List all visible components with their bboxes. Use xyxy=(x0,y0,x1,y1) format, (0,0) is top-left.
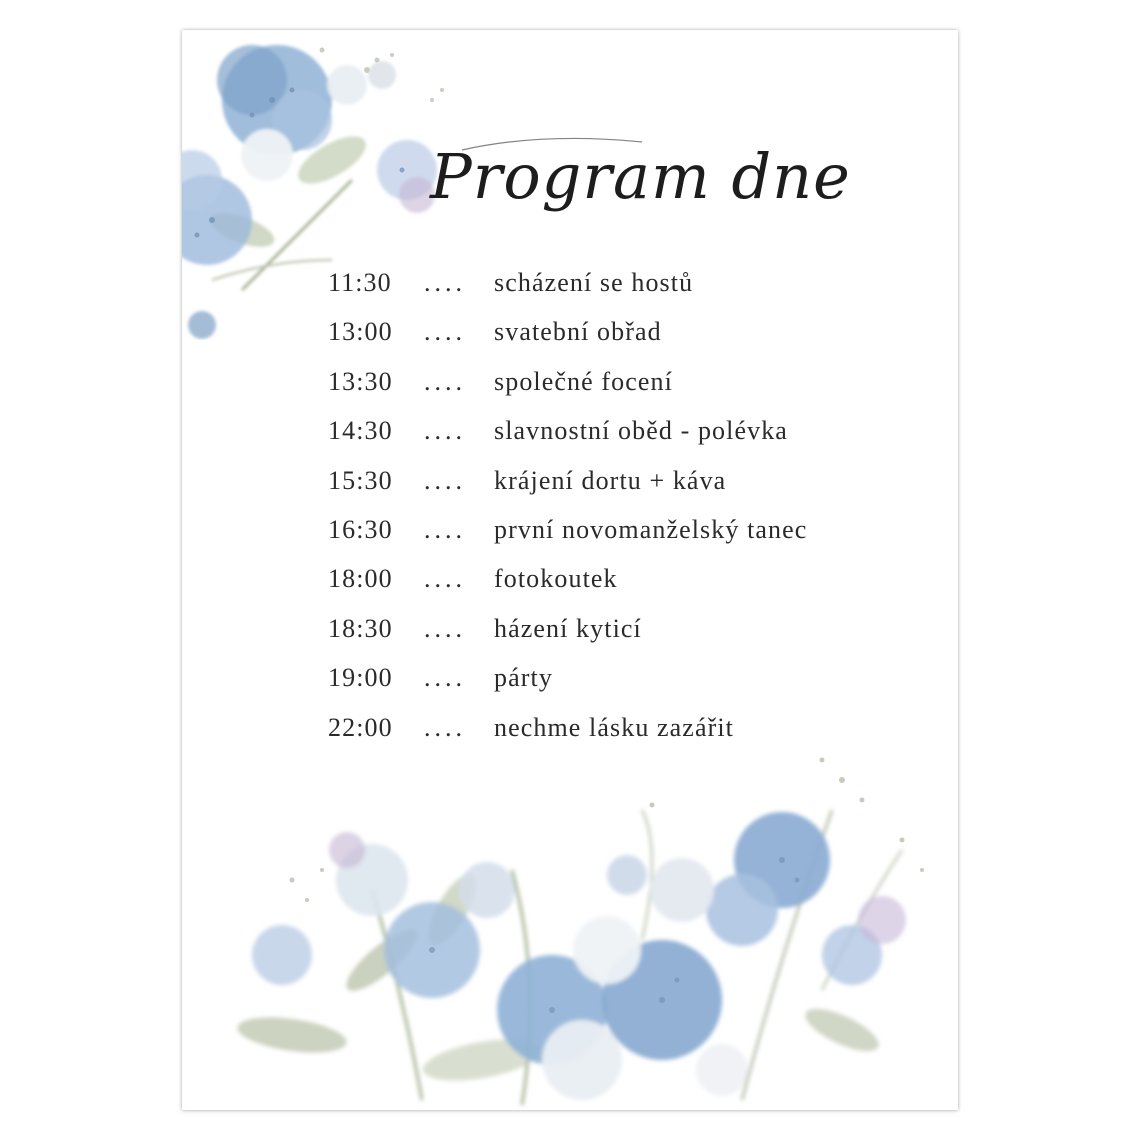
schedule-separator: .... xyxy=(424,712,466,742)
schedule-time: 18:30 xyxy=(328,613,393,643)
schedule-event: scházení se hostů xyxy=(494,268,694,297)
schedule-event: společné focení xyxy=(494,366,673,396)
schedule-time: 11:30 xyxy=(328,268,392,297)
schedule-event: první novomanželský tanec xyxy=(494,514,808,544)
schedule-row xyxy=(328,268,807,317)
title-script-lettering xyxy=(422,120,882,230)
schedule-row xyxy=(328,515,807,564)
schedule-time: 13:00 xyxy=(328,317,393,347)
schedule-separator: .... xyxy=(424,366,466,396)
schedule-time: 18:00 xyxy=(328,564,393,594)
schedule-separator: .... xyxy=(424,564,466,594)
schedule-time: 14:30 xyxy=(328,416,393,446)
floral-hydrangea-bottom-decoration xyxy=(222,730,958,1110)
schedule-separator: .... xyxy=(424,514,466,544)
schedule-time: 15:30 xyxy=(328,465,393,495)
schedule-row xyxy=(328,663,807,712)
schedule-separator: .... xyxy=(424,465,466,495)
schedule-separator: .... xyxy=(424,317,466,347)
schedule-event: fotokoutek xyxy=(494,564,618,594)
schedule-time: 13:30 xyxy=(328,366,393,396)
schedule-row xyxy=(328,614,807,663)
schedule-event: párty xyxy=(494,663,553,693)
page-title xyxy=(422,120,882,230)
schedule-event: nechme lásku zazářit xyxy=(494,712,734,742)
schedule-row xyxy=(328,713,807,762)
schedule-separator: .... xyxy=(424,268,466,297)
schedule-separator: .... xyxy=(424,416,466,446)
schedule-separator: .... xyxy=(424,663,466,693)
schedule-event: házení kyticí xyxy=(494,613,642,643)
schedule-row xyxy=(328,317,807,366)
program-card xyxy=(182,30,958,1110)
schedule-row xyxy=(328,416,807,465)
schedule-event: slavnostní oběd - polévka xyxy=(494,416,788,446)
schedule-row xyxy=(328,564,807,613)
schedule-time: 19:00 xyxy=(328,663,393,693)
schedule-time: 22:00 xyxy=(328,712,393,742)
schedule-list xyxy=(328,268,807,762)
schedule-time: 16:30 xyxy=(328,514,393,544)
title-text: Program dne xyxy=(430,140,851,213)
schedule-event: krájení dortu + káva xyxy=(494,465,727,495)
schedule-row xyxy=(328,367,807,416)
schedule-separator: .... xyxy=(424,613,466,643)
schedule-row xyxy=(328,466,807,515)
schedule-event: svatební obřad xyxy=(494,317,662,347)
